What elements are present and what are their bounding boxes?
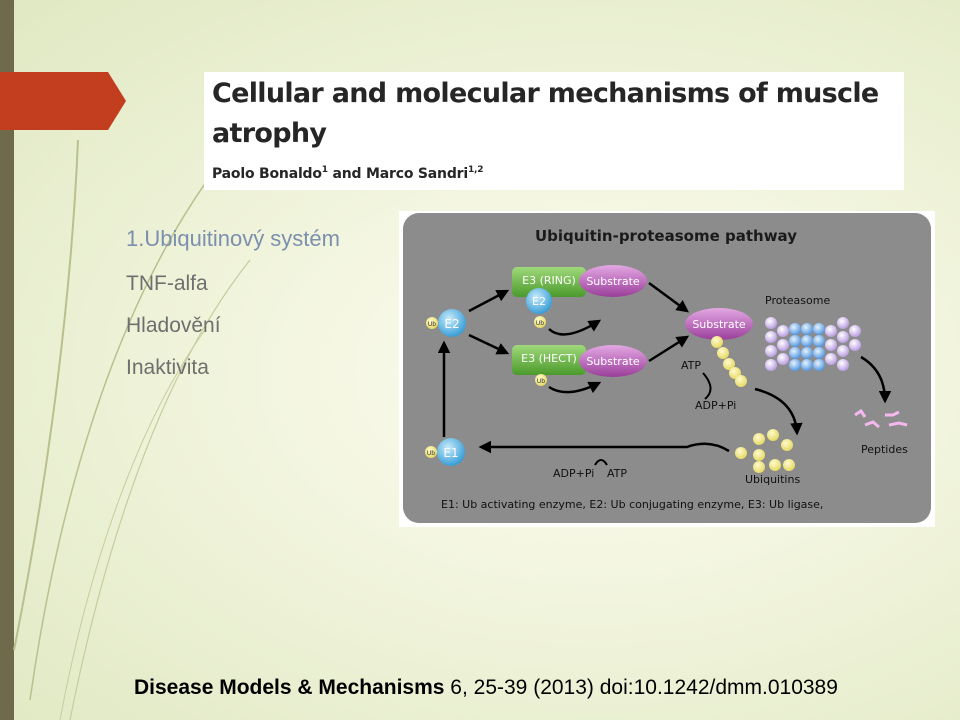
- bullet-starvation: Hladovění: [126, 314, 221, 337]
- paper-authors: [212, 165, 483, 182]
- bullet-ubiquitin-system: 1.Ubiquitinový systém: [126, 226, 340, 251]
- peptides-label: Peptides: [861, 443, 908, 456]
- svg-text:E2: E2: [532, 295, 546, 308]
- citation: [134, 676, 838, 700]
- adp-label-upper: ADP+Pi: [695, 399, 737, 412]
- svg-text:E3 (RING): E3 (RING): [522, 274, 576, 287]
- citation-details: 6, 25-39 (2013) doi:10.1242/dmm.010389: [444, 676, 838, 699]
- svg-text:Ub: Ub: [427, 321, 437, 328]
- atp-label-lower: ATP: [607, 467, 628, 480]
- author-1-affiliation: 1: [321, 165, 328, 175]
- paper-header-image: [204, 72, 904, 190]
- bullet-tnf-alpha: TNF-alfa: [126, 272, 208, 295]
- svg-text:E3 (HECT): E3 (HECT): [521, 352, 577, 365]
- svg-text:Ub: Ub: [536, 378, 546, 385]
- svg-text:Substrate: Substrate: [586, 355, 640, 368]
- figure-legend: E1: Ub activating enzyme, E2: Ub conjugating enzyme, E3: Ub ligase,: [441, 498, 824, 511]
- adp-label-lower: ADP+Pi: [553, 467, 595, 480]
- svg-text:E2: E2: [444, 317, 460, 331]
- atp-label-upper: ATP: [681, 359, 702, 372]
- author-conjunction: and: [327, 166, 367, 182]
- author-1: Paolo Bonaldo: [212, 166, 322, 182]
- ubiquitins-label: Ubiquitins: [745, 473, 801, 486]
- title-arrow-tab: [0, 72, 130, 130]
- citation-journal: Disease Models & Mechanisms: [134, 676, 445, 699]
- svg-text:E1: E1: [443, 446, 459, 460]
- svg-text:Ub: Ub: [535, 320, 545, 327]
- figure-panel: [403, 213, 931, 523]
- proteasome-label: Proteasome: [765, 294, 831, 307]
- author-2-affiliation: 1,2: [467, 165, 484, 175]
- svg-text:Ub: Ub: [426, 450, 436, 457]
- svg-text:Substrate: Substrate: [586, 275, 640, 288]
- svg-text:Substrate: Substrate: [692, 318, 746, 331]
- figure-title: Ubiquitin-proteasome pathway: [534, 227, 798, 245]
- bullet-inactivity: Inaktivita: [126, 356, 209, 379]
- ubiquitin-proteasome-figure: [399, 211, 935, 527]
- author-2: Marco Sandri: [366, 166, 468, 182]
- paper-title: Cellular and molecular mechanisms of muscle atrophy: [212, 78, 879, 149]
